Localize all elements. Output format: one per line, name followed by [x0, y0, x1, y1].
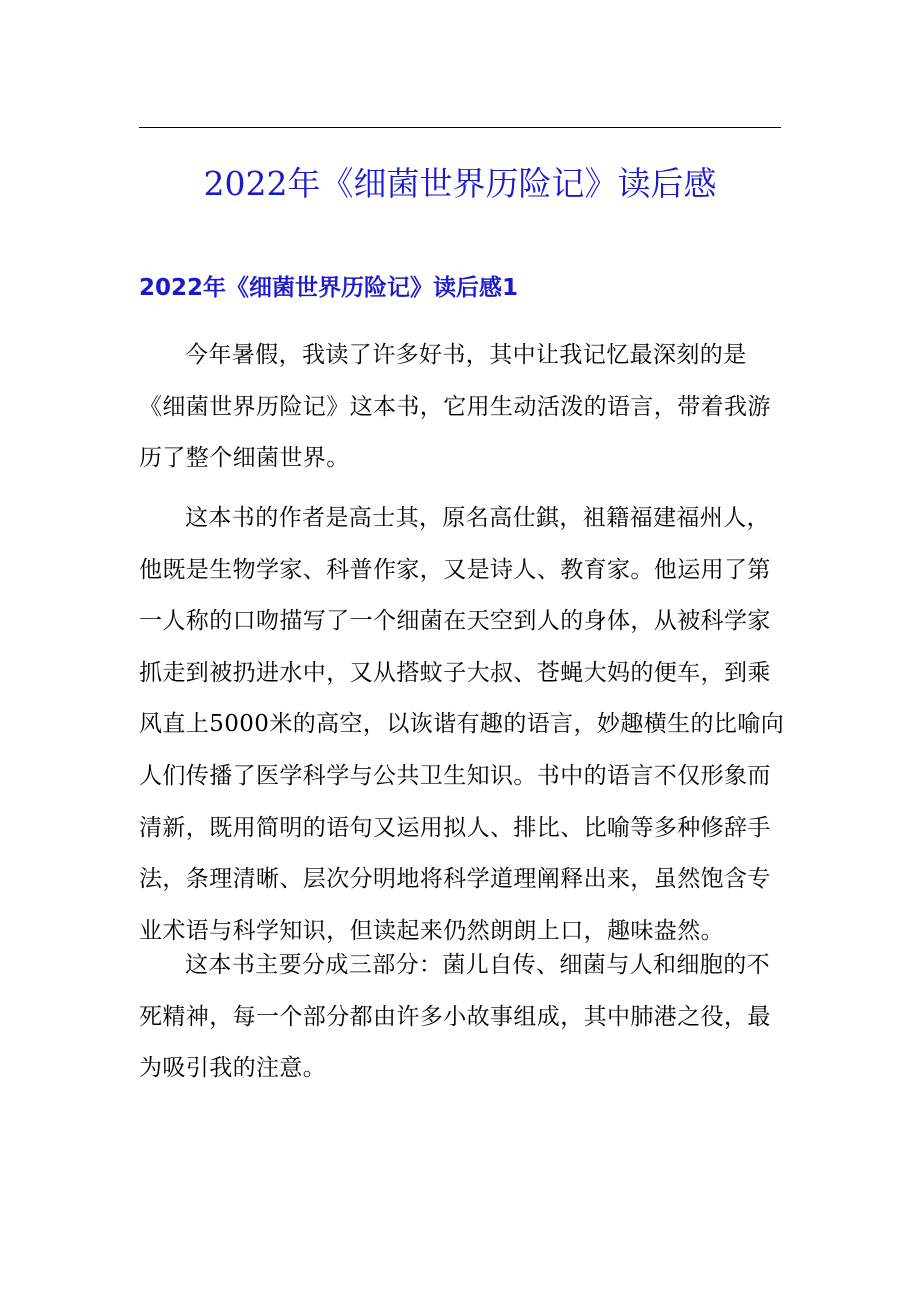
section-heading: 2022年《细菌世界历险记》读后感1 [139, 275, 519, 301]
body-paragraph-1: 今年暑假，我读了许多好书，其中让我记忆最深刻的是《细菌世界历险记》这本书，它用生动活泼的语言，带着我游历了整个细菌世界。 [139, 342, 771, 472]
header-divider [139, 127, 781, 128]
body-paragraph-3: 这本书主要分成三部分：菌儿自传、细菌与人和细胞的不死精神，每一个部分都由许多小故事组成，其中肺港之役，最为吸引我的注意。 [139, 952, 771, 1082]
body-paragraph-2: 这本书的作者是高士其，原名高仕錤，祖籍福建福州人，他既是生物学家、科普作家，又是诗人、教育家。他运用了第一人称的口吻描写了一个细菌在天空到人的身体，从被科学家抓走到被扔进水中，又从搭蚊子大叔、苍蝇大妈的便车，到乘风直上5000米的高空，以诙谐有趣的语言，妙趣横生的比喻向人们传播了医学科学与公共卫生知识。书中的语言不仅形象而清新，既用简明的语句又运用拟人、排比、比喻等多种修辞手法，条理清晰、层次分明地将科学道理阐释出来，虽然饱含专业术语与科学知识，但读起来仍然朗朗上口，趣味盎然。 [139, 505, 785, 944]
document-title: 2022年《细菌世界历险记》读后感 [203, 164, 717, 203]
